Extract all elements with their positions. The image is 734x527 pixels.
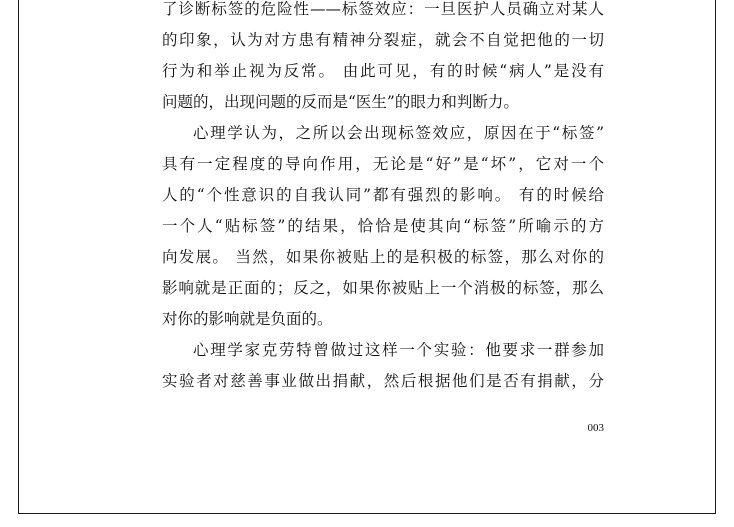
text-line: 具有一定程度的导向作用，无论是“好”是“坏”，它对一个	[162, 155, 604, 173]
text-line: 的印象，认为对方患有精神分裂症，就会不自觉把他的一切	[162, 31, 604, 49]
text-line: 心理学家克劳特曾做过这样一个实验：他要求一群参加	[193, 341, 604, 359]
text-line: 心理学认为，之所以会出现标签效应，原因在于“标签”	[193, 124, 604, 142]
text-line: 向发展。 当然，如果你被贴上的是积极的标签，那么对你的	[162, 248, 604, 266]
body-text	[162, 0, 604, 402]
page-number: 003	[587, 422, 604, 434]
text-line: 实验者对慈善事业做出捐献，然后根据他们是否有捐献，分	[162, 372, 604, 390]
text-line: 人的“个性意识的自我认同”都有强烈的影响。 有的时候给	[162, 186, 604, 204]
text-line: 对你的影响就是负面的。	[162, 310, 333, 328]
text-line: 影响就是正面的；反之，如果你被贴上一个消极的标签，那么	[162, 279, 604, 297]
text-line: 问题的，出现问题的反而是“医生”的眼力和判断力。	[162, 93, 519, 111]
text-line: 了诊断标签的危险性——标签效应：一旦医护人员确立对某人	[162, 0, 604, 18]
text-line: 一个人“贴标签”的结果，恰恰是使其向“标签”所喻示的方	[162, 217, 604, 235]
text-line: 行为和举止视为反常。 由此可见，有的时候“病人”是没有	[162, 62, 604, 80]
